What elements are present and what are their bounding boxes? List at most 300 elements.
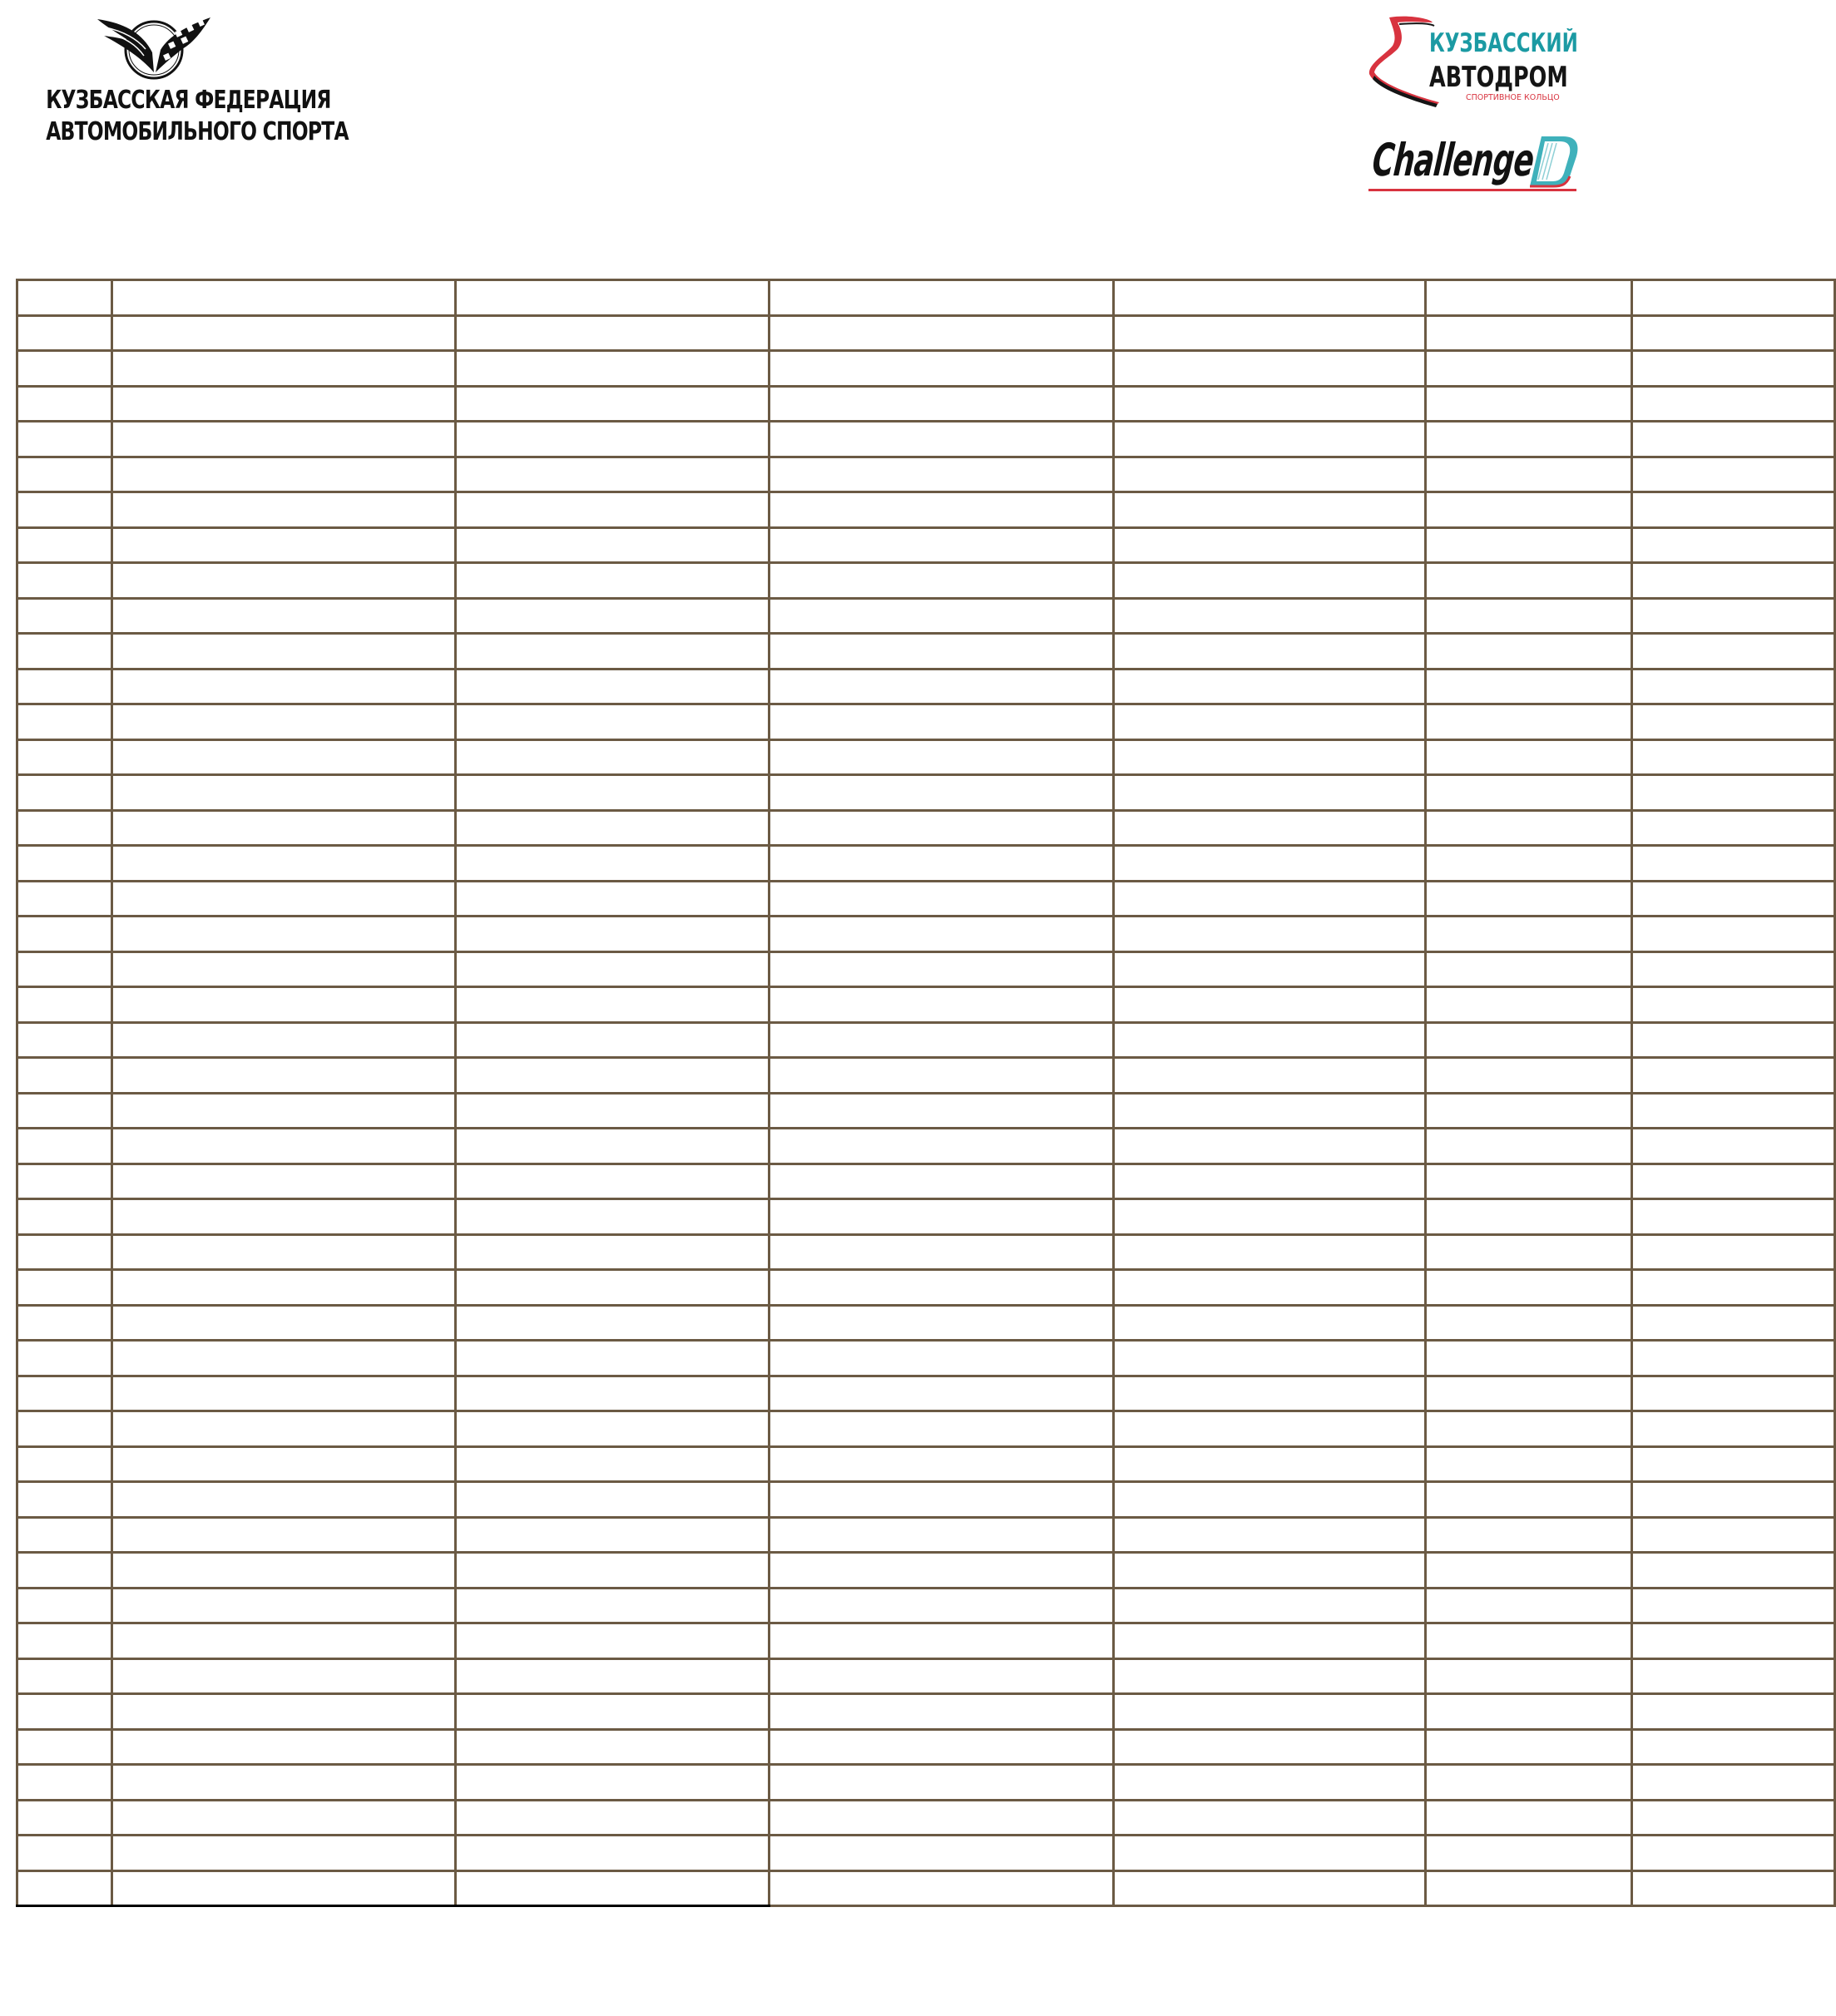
- table-cell[interactable]: [112, 917, 456, 952]
- table-cell[interactable]: [112, 1341, 456, 1376]
- table-cell[interactable]: [1632, 1199, 1835, 1235]
- table-cell[interactable]: [770, 739, 1114, 775]
- table-cell[interactable]: [1632, 1517, 1835, 1553]
- table-cell[interactable]: [770, 280, 1114, 316]
- table-cell[interactable]: [17, 457, 112, 492]
- table-cell[interactable]: [456, 1765, 770, 1801]
- table-cell[interactable]: [1426, 951, 1632, 987]
- table-cell[interactable]: [112, 527, 456, 563]
- table-cell[interactable]: [1426, 846, 1632, 882]
- table-cell[interactable]: [17, 1553, 112, 1589]
- table-cell[interactable]: [1426, 1164, 1632, 1199]
- table-cell[interactable]: [112, 1129, 456, 1164]
- table-cell[interactable]: [770, 775, 1114, 811]
- table-cell[interactable]: [770, 598, 1114, 634]
- table-cell[interactable]: [1632, 1870, 1835, 1906]
- table-cell[interactable]: [112, 1270, 456, 1306]
- table-cell[interactable]: [17, 634, 112, 670]
- table-cell[interactable]: [770, 951, 1114, 987]
- table-cell[interactable]: [1114, 951, 1426, 987]
- table-cell[interactable]: [112, 386, 456, 422]
- table-cell[interactable]: [1632, 315, 1835, 351]
- table-cell[interactable]: [17, 351, 112, 387]
- table-cell[interactable]: [112, 1729, 456, 1765]
- table-cell[interactable]: [112, 1517, 456, 1553]
- table-cell[interactable]: [1632, 775, 1835, 811]
- table-cell[interactable]: [1114, 1836, 1426, 1871]
- table-cell[interactable]: [1632, 351, 1835, 387]
- table-cell[interactable]: [1114, 1305, 1426, 1341]
- table-cell[interactable]: [770, 1305, 1114, 1341]
- table-cell[interactable]: [17, 704, 112, 740]
- table-cell[interactable]: [1426, 1411, 1632, 1447]
- table-cell[interactable]: [1426, 386, 1632, 422]
- table-cell[interactable]: [456, 280, 770, 316]
- table-cell[interactable]: [1632, 1129, 1835, 1164]
- table-cell[interactable]: [1632, 917, 1835, 952]
- table-cell[interactable]: [17, 1446, 112, 1482]
- table-cell[interactable]: [1114, 1129, 1426, 1164]
- table-cell[interactable]: [456, 669, 770, 704]
- table-cell[interactable]: [112, 598, 456, 634]
- table-cell[interactable]: [770, 1058, 1114, 1094]
- table-cell[interactable]: [1114, 492, 1426, 528]
- table-cell[interactable]: [770, 527, 1114, 563]
- table-cell[interactable]: [1114, 1022, 1426, 1058]
- table-cell[interactable]: [1632, 1694, 1835, 1730]
- table-cell[interactable]: [1632, 1341, 1835, 1376]
- table-cell[interactable]: [1426, 315, 1632, 351]
- table-cell[interactable]: [17, 1411, 112, 1447]
- table-cell[interactable]: [456, 527, 770, 563]
- table-cell[interactable]: [17, 917, 112, 952]
- table-cell[interactable]: [17, 1305, 112, 1341]
- table-cell[interactable]: [770, 1800, 1114, 1836]
- table-cell[interactable]: [456, 1270, 770, 1306]
- table-cell[interactable]: [770, 1836, 1114, 1871]
- table-cell[interactable]: [17, 669, 112, 704]
- table-cell[interactable]: [17, 1234, 112, 1270]
- table-cell[interactable]: [112, 492, 456, 528]
- table-cell[interactable]: [1426, 1305, 1632, 1341]
- table-cell[interactable]: [1114, 1234, 1426, 1270]
- table-cell[interactable]: [456, 315, 770, 351]
- table-cell[interactable]: [17, 1870, 112, 1906]
- table-cell[interactable]: [1632, 1482, 1835, 1518]
- table-cell[interactable]: [456, 1729, 770, 1765]
- table-cell[interactable]: [1114, 1058, 1426, 1094]
- table-cell[interactable]: [770, 704, 1114, 740]
- table-cell[interactable]: [112, 1588, 456, 1623]
- table-cell[interactable]: [770, 1658, 1114, 1694]
- table-cell[interactable]: [1114, 1164, 1426, 1199]
- table-cell[interactable]: [1632, 669, 1835, 704]
- table-cell[interactable]: [17, 563, 112, 599]
- table-cell[interactable]: [112, 1446, 456, 1482]
- table-cell[interactable]: [1632, 739, 1835, 775]
- table-cell[interactable]: [1114, 315, 1426, 351]
- table-cell[interactable]: [1632, 810, 1835, 846]
- table-cell[interactable]: [17, 386, 112, 422]
- table-cell[interactable]: [456, 563, 770, 599]
- table-cell[interactable]: [1632, 1093, 1835, 1129]
- table-cell[interactable]: [456, 846, 770, 882]
- table-cell[interactable]: [17, 527, 112, 563]
- table-cell[interactable]: [17, 1093, 112, 1129]
- table-cell[interactable]: [770, 846, 1114, 882]
- table-cell[interactable]: [1114, 1376, 1426, 1411]
- table-cell[interactable]: [1426, 527, 1632, 563]
- table-cell[interactable]: [17, 881, 112, 917]
- table-cell[interactable]: [17, 951, 112, 987]
- table-cell[interactable]: [770, 634, 1114, 670]
- table-cell[interactable]: [1114, 1658, 1426, 1694]
- table-cell[interactable]: [17, 1623, 112, 1659]
- table-cell[interactable]: [1426, 1800, 1632, 1836]
- table-cell[interactable]: [1426, 1446, 1632, 1482]
- table-cell[interactable]: [456, 492, 770, 528]
- table-cell[interactable]: [456, 917, 770, 952]
- table-cell[interactable]: [1632, 987, 1835, 1023]
- table-cell[interactable]: [770, 1623, 1114, 1659]
- table-cell[interactable]: [112, 422, 456, 457]
- table-cell[interactable]: [770, 1234, 1114, 1270]
- table-cell[interactable]: [112, 1658, 456, 1694]
- table-cell[interactable]: [1632, 951, 1835, 987]
- table-cell[interactable]: [1114, 669, 1426, 704]
- table-cell[interactable]: [456, 1234, 770, 1270]
- table-cell[interactable]: [17, 810, 112, 846]
- table-cell[interactable]: [1426, 775, 1632, 811]
- table-cell[interactable]: [1114, 775, 1426, 811]
- table-cell[interactable]: [1632, 1658, 1835, 1694]
- table-cell[interactable]: [1632, 1164, 1835, 1199]
- table-cell[interactable]: [770, 1553, 1114, 1589]
- table-cell[interactable]: [456, 634, 770, 670]
- table-cell[interactable]: [770, 917, 1114, 952]
- table-cell[interactable]: [456, 386, 770, 422]
- table-cell[interactable]: [1632, 598, 1835, 634]
- table-cell[interactable]: [112, 951, 456, 987]
- table-cell[interactable]: [456, 1694, 770, 1730]
- table-cell[interactable]: [17, 1058, 112, 1094]
- table-cell[interactable]: [112, 810, 456, 846]
- table-cell[interactable]: [770, 1517, 1114, 1553]
- table-cell[interactable]: [1632, 846, 1835, 882]
- table-cell[interactable]: [1426, 1517, 1632, 1553]
- table-cell[interactable]: [1632, 422, 1835, 457]
- table-cell[interactable]: [112, 1836, 456, 1871]
- table-cell[interactable]: [770, 563, 1114, 599]
- table-cell[interactable]: [112, 987, 456, 1023]
- table-cell[interactable]: [1114, 846, 1426, 882]
- table-cell[interactable]: [17, 1836, 112, 1871]
- table-cell[interactable]: [1114, 1411, 1426, 1447]
- table-cell[interactable]: [1114, 881, 1426, 917]
- table-cell[interactable]: [1426, 1588, 1632, 1623]
- table-cell[interactable]: [17, 422, 112, 457]
- table-cell[interactable]: [1426, 1199, 1632, 1235]
- table-cell[interactable]: [17, 598, 112, 634]
- table-cell[interactable]: [770, 810, 1114, 846]
- table-cell[interactable]: [456, 1623, 770, 1659]
- table-cell[interactable]: [1632, 1376, 1835, 1411]
- table-cell[interactable]: [1426, 704, 1632, 740]
- table-cell[interactable]: [770, 386, 1114, 422]
- table-cell[interactable]: [1114, 598, 1426, 634]
- table-cell[interactable]: [112, 704, 456, 740]
- table-cell[interactable]: [1426, 1093, 1632, 1129]
- table-cell[interactable]: [1426, 1058, 1632, 1094]
- table-cell[interactable]: [1426, 1376, 1632, 1411]
- table-cell[interactable]: [1632, 634, 1835, 670]
- table-cell[interactable]: [112, 563, 456, 599]
- table-cell[interactable]: [17, 1658, 112, 1694]
- table-cell[interactable]: [1114, 1199, 1426, 1235]
- table-cell[interactable]: [1632, 881, 1835, 917]
- table-cell[interactable]: [112, 634, 456, 670]
- table-cell[interactable]: [1426, 1270, 1632, 1306]
- table-cell[interactable]: [1426, 457, 1632, 492]
- table-cell[interactable]: [1426, 598, 1632, 634]
- table-cell[interactable]: [770, 1376, 1114, 1411]
- table-cell[interactable]: [1426, 739, 1632, 775]
- table-cell[interactable]: [456, 1093, 770, 1129]
- table-cell[interactable]: [770, 351, 1114, 387]
- table-cell[interactable]: [456, 1800, 770, 1836]
- table-cell[interactable]: [1632, 1305, 1835, 1341]
- table-cell[interactable]: [112, 315, 456, 351]
- table-cell[interactable]: [1632, 1800, 1835, 1836]
- table-cell[interactable]: [1632, 704, 1835, 740]
- table-cell[interactable]: [17, 1588, 112, 1623]
- table-cell[interactable]: [17, 1694, 112, 1730]
- table-cell[interactable]: [1114, 527, 1426, 563]
- table-cell[interactable]: [770, 987, 1114, 1023]
- table-cell[interactable]: [17, 1765, 112, 1801]
- table-cell[interactable]: [112, 1694, 456, 1730]
- table-cell[interactable]: [770, 1482, 1114, 1518]
- table-cell[interactable]: [1114, 917, 1426, 952]
- table-cell[interactable]: [1114, 739, 1426, 775]
- table-cell[interactable]: [770, 492, 1114, 528]
- table-cell[interactable]: [1632, 1022, 1835, 1058]
- table-cell[interactable]: [17, 846, 112, 882]
- table-cell[interactable]: [770, 315, 1114, 351]
- table-cell[interactable]: [456, 1517, 770, 1553]
- table-cell[interactable]: [112, 1376, 456, 1411]
- table-cell[interactable]: [1426, 1482, 1632, 1518]
- table-cell[interactable]: [1632, 1270, 1835, 1306]
- table-cell[interactable]: [456, 1588, 770, 1623]
- table-cell[interactable]: [1426, 669, 1632, 704]
- table-cell[interactable]: [1632, 1411, 1835, 1447]
- table-cell[interactable]: [112, 1482, 456, 1518]
- table-cell[interactable]: [17, 1341, 112, 1376]
- table-cell[interactable]: [1114, 280, 1426, 316]
- table-cell[interactable]: [1632, 1446, 1835, 1482]
- table-cell[interactable]: [1426, 1729, 1632, 1765]
- table-cell[interactable]: [456, 739, 770, 775]
- table-cell[interactable]: [456, 422, 770, 457]
- table-cell[interactable]: [112, 739, 456, 775]
- table-cell[interactable]: [112, 846, 456, 882]
- table-cell[interactable]: [456, 1446, 770, 1482]
- table-cell[interactable]: [1632, 457, 1835, 492]
- table-cell[interactable]: [770, 1870, 1114, 1906]
- table-cell[interactable]: [17, 1270, 112, 1306]
- table-cell[interactable]: [112, 1305, 456, 1341]
- table-cell[interactable]: [112, 351, 456, 387]
- table-cell[interactable]: [1114, 810, 1426, 846]
- table-cell[interactable]: [1632, 1623, 1835, 1659]
- table-cell[interactable]: [112, 775, 456, 811]
- table-cell[interactable]: [456, 1199, 770, 1235]
- table-cell[interactable]: [1632, 386, 1835, 422]
- table-cell[interactable]: [1426, 351, 1632, 387]
- table-cell[interactable]: [770, 1729, 1114, 1765]
- table-cell[interactable]: [112, 1199, 456, 1235]
- table-cell[interactable]: [112, 669, 456, 704]
- table-cell[interactable]: [17, 1729, 112, 1765]
- table-cell[interactable]: [112, 1623, 456, 1659]
- table-cell[interactable]: [1632, 563, 1835, 599]
- table-cell[interactable]: [770, 457, 1114, 492]
- table-cell[interactable]: [1632, 280, 1835, 316]
- table-cell[interactable]: [1632, 1553, 1835, 1589]
- table-cell[interactable]: [17, 315, 112, 351]
- table-cell[interactable]: [1114, 987, 1426, 1023]
- table-cell[interactable]: [770, 1093, 1114, 1129]
- table-cell[interactable]: [17, 1517, 112, 1553]
- table-cell[interactable]: [17, 1482, 112, 1518]
- table-cell[interactable]: [770, 1765, 1114, 1801]
- table-cell[interactable]: [1114, 1623, 1426, 1659]
- table-cell[interactable]: [1114, 1341, 1426, 1376]
- table-cell[interactable]: [112, 1411, 456, 1447]
- table-cell[interactable]: [1114, 1588, 1426, 1623]
- table-cell[interactable]: [112, 881, 456, 917]
- table-cell[interactable]: [456, 1870, 770, 1906]
- table-cell[interactable]: [17, 280, 112, 316]
- table-cell[interactable]: [456, 1658, 770, 1694]
- table-cell[interactable]: [1426, 1341, 1632, 1376]
- table-cell[interactable]: [770, 881, 1114, 917]
- table-cell[interactable]: [1426, 881, 1632, 917]
- table-cell[interactable]: [1426, 917, 1632, 952]
- table-cell[interactable]: [770, 1164, 1114, 1199]
- table-cell[interactable]: [1632, 1729, 1835, 1765]
- table-cell[interactable]: [17, 1022, 112, 1058]
- table-cell[interactable]: [456, 1022, 770, 1058]
- table-cell[interactable]: [456, 1341, 770, 1376]
- table-cell[interactable]: [1426, 1234, 1632, 1270]
- table-cell[interactable]: [112, 1800, 456, 1836]
- table-cell[interactable]: [1426, 1658, 1632, 1694]
- table-cell[interactable]: [1114, 457, 1426, 492]
- table-cell[interactable]: [112, 457, 456, 492]
- table-cell[interactable]: [456, 1376, 770, 1411]
- table-cell[interactable]: [17, 1129, 112, 1164]
- table-cell[interactable]: [1114, 422, 1426, 457]
- table-cell[interactable]: [1632, 1588, 1835, 1623]
- table-cell[interactable]: [1632, 492, 1835, 528]
- table-cell[interactable]: [456, 1305, 770, 1341]
- table-cell[interactable]: [1426, 1836, 1632, 1871]
- table-cell[interactable]: [112, 1765, 456, 1801]
- table-cell[interactable]: [1426, 422, 1632, 457]
- table-cell[interactable]: [770, 1446, 1114, 1482]
- table-cell[interactable]: [17, 1800, 112, 1836]
- table-cell[interactable]: [770, 1341, 1114, 1376]
- table-cell[interactable]: [1114, 1270, 1426, 1306]
- table-cell[interactable]: [17, 1376, 112, 1411]
- table-cell[interactable]: [17, 1199, 112, 1235]
- table-cell[interactable]: [1426, 492, 1632, 528]
- table-cell[interactable]: [1426, 634, 1632, 670]
- table-cell[interactable]: [1114, 1729, 1426, 1765]
- table-cell[interactable]: [456, 881, 770, 917]
- table-cell[interactable]: [1426, 1022, 1632, 1058]
- table-cell[interactable]: [770, 1588, 1114, 1623]
- table-cell[interactable]: [112, 1164, 456, 1199]
- table-cell[interactable]: [456, 1482, 770, 1518]
- table-cell[interactable]: [770, 669, 1114, 704]
- table-cell[interactable]: [770, 1411, 1114, 1447]
- table-cell[interactable]: [1632, 527, 1835, 563]
- table-cell[interactable]: [17, 775, 112, 811]
- table-cell[interactable]: [1426, 1694, 1632, 1730]
- table-cell[interactable]: [456, 457, 770, 492]
- table-cell[interactable]: [1426, 280, 1632, 316]
- table-cell[interactable]: [456, 1411, 770, 1447]
- table-cell[interactable]: [112, 1093, 456, 1129]
- table-cell[interactable]: [1632, 1234, 1835, 1270]
- table-cell[interactable]: [770, 1199, 1114, 1235]
- table-cell[interactable]: [17, 1164, 112, 1199]
- table-cell[interactable]: [1114, 1446, 1426, 1482]
- table-cell[interactable]: [456, 1058, 770, 1094]
- table-cell[interactable]: [770, 422, 1114, 457]
- table-cell[interactable]: [112, 1058, 456, 1094]
- table-cell[interactable]: [1426, 1129, 1632, 1164]
- table-cell[interactable]: [456, 987, 770, 1023]
- table-cell[interactable]: [1114, 563, 1426, 599]
- table-cell[interactable]: [456, 810, 770, 846]
- table-cell[interactable]: [1632, 1765, 1835, 1801]
- table-cell[interactable]: [456, 1553, 770, 1589]
- table-cell[interactable]: [1114, 1694, 1426, 1730]
- table-cell[interactable]: [770, 1022, 1114, 1058]
- table-cell[interactable]: [112, 280, 456, 316]
- table-cell[interactable]: [456, 598, 770, 634]
- table-cell[interactable]: [456, 1836, 770, 1871]
- table-cell[interactable]: [112, 1234, 456, 1270]
- table-cell[interactable]: [1114, 1517, 1426, 1553]
- table-cell[interactable]: [770, 1694, 1114, 1730]
- table-cell[interactable]: [1114, 634, 1426, 670]
- table-cell[interactable]: [1632, 1058, 1835, 1094]
- table-cell[interactable]: [1114, 1482, 1426, 1518]
- table-cell[interactable]: [112, 1553, 456, 1589]
- table-cell[interactable]: [770, 1270, 1114, 1306]
- table-cell[interactable]: [1114, 1765, 1426, 1801]
- table-cell[interactable]: [1114, 386, 1426, 422]
- table-cell[interactable]: [1114, 1093, 1426, 1129]
- table-cell[interactable]: [456, 775, 770, 811]
- table-cell[interactable]: [456, 704, 770, 740]
- table-cell[interactable]: [17, 492, 112, 528]
